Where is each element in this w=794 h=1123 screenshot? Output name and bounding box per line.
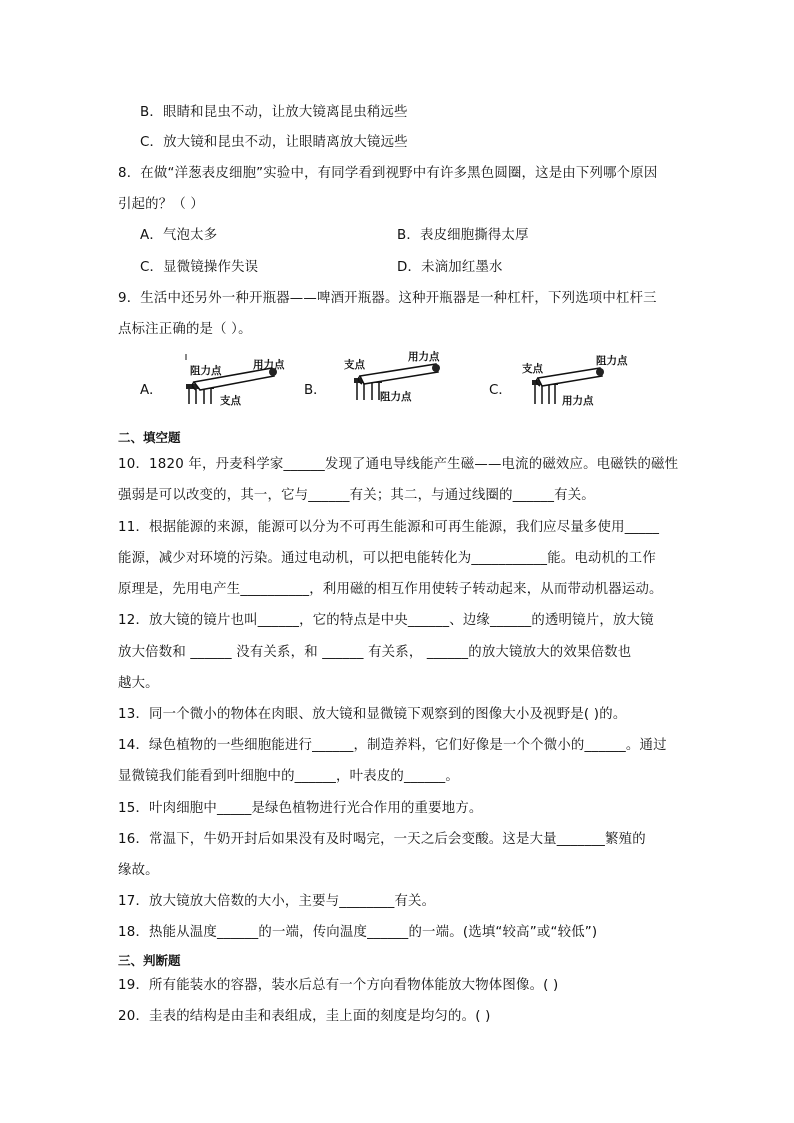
q11-line1: 11．根据能源的来源，能源可以分为不可再生能源和可再生能源，我们应尽量多使用_____: [118, 520, 660, 535]
q8-option-b: B．表皮细胞撕得太厚: [397, 228, 529, 243]
q10-line2: 强弱是可以改变的，其一，它与______有关；其二，与通过线圈的______有关。: [118, 488, 595, 503]
q16-line1: 16．常温下，牛奶开封后如果没有及时喝完，一天之后会变酸。这是大量_______繁殖的: [118, 832, 646, 847]
q9-option-c-figure: [518, 352, 643, 410]
q20-line1: 20．圭表的结构是由圭和表组成，圭上面的刻度是均匀的。( ): [118, 1009, 491, 1024]
q7-option-c: C．放大镜和昆虫不动，让眼睛离放大镜远些: [140, 135, 408, 150]
q9-option-b-letter: B．: [304, 383, 327, 398]
q15-line1: 15．叶肉细胞中_____是绿色植物进行光合作用的重要地方。: [118, 801, 483, 816]
q9-a-label-1: 阻力点: [190, 365, 222, 377]
q9-stem-line1: 9．生活中还另外一种开瓶器——啤酒开瓶器。这种开瓶器是一种杠杆，下列选项中杠杆三: [118, 291, 657, 306]
q11-line3: 原理是，先用电产生__________，利用磁的相互作用使转子转动起来，从而带动机器运动。: [118, 582, 663, 597]
q8-stem-line1: 8．在做“洋葱表皮细胞”实验中，有同学看到视野中有许多黑色圆圈，这是由下列哪个原因: [118, 166, 658, 181]
q8-option-c: C．显微镜操作失误: [140, 260, 259, 275]
q12-line2: 放大倍数和 ______ 没有关系，和 ______ 有关系， ______的放大镜放大的效果倍数也: [118, 645, 632, 660]
q9-b-label-2: 用力点: [408, 351, 440, 363]
q9-c-label-2: 阻力点: [596, 355, 628, 367]
q9-option-a-letter: A．: [140, 383, 163, 398]
q19-line1: 19．所有能装水的容器，装水后总有一个方向看物体能放大物体图像。( ): [118, 978, 559, 993]
q17-line1: 17．放大镜放大倍数的大小，主要与________有关。: [118, 894, 436, 909]
q9-b-label-3: 阻力点: [380, 391, 412, 403]
q9-option-a-figure: [180, 352, 295, 410]
q9-b-label-1: 支点: [344, 359, 365, 371]
q9-c-label-1: 支点: [522, 363, 543, 375]
q18-line1: 18．热能从温度______的一端，传向温度______的一端。(选填“较高”或“较低”): [118, 925, 598, 940]
q8-option-d: D．未滴加红墨水: [397, 260, 503, 275]
q9-stem-line2: 点标注正确的是（ ）。: [118, 322, 252, 337]
q12-line1: 12．放大镜的镜片也叫______，它的特点是中央______、边缘______的透明镜片，放大镜: [118, 613, 654, 628]
q9-a-label-2: 用力点: [253, 359, 285, 371]
q8-stem-line2: 引起的？（ ）: [118, 197, 204, 212]
q13-line1: 13．同一个微小的物体在肉眼、放大镜和显微镜下观察到的图像大小及视野是( )的。: [118, 707, 627, 722]
q12-line3: 越大。: [118, 676, 159, 691]
q16-line2: 缘故。: [118, 863, 159, 878]
q7-option-b: B．眼睛和昆虫不动，让放大镜离昆虫稍远些: [140, 105, 408, 120]
q9-option-c-letter: C．: [489, 383, 512, 398]
section-fill-in-title: 二、填空题: [118, 430, 181, 445]
q9-option-b-figure: [340, 348, 455, 406]
q9-c-label-3: 用力点: [562, 395, 594, 407]
q9-a-label-3: 支点: [220, 395, 241, 407]
q14-line1: 14．绿色植物的一些细胞能进行______，制造养料，它们好像是一个个微小的______。通过: [118, 738, 667, 753]
q11-line2: 能源，减少对环境的污染。通过电动机，可以把电能转化为___________能。电动机的工作: [118, 551, 656, 566]
q14-line2: 显微镜我们能看到叶细胞中的______，叶表皮的______。: [118, 769, 459, 784]
q8-option-a: A．气泡太多: [140, 228, 218, 243]
q10-line1: 10．1820 年，丹麦科学家______发现了通电导线能产生磁——电流的磁效应。电磁铁的磁性: [118, 457, 679, 472]
section-judgment-title: 三、判断题: [118, 953, 181, 968]
